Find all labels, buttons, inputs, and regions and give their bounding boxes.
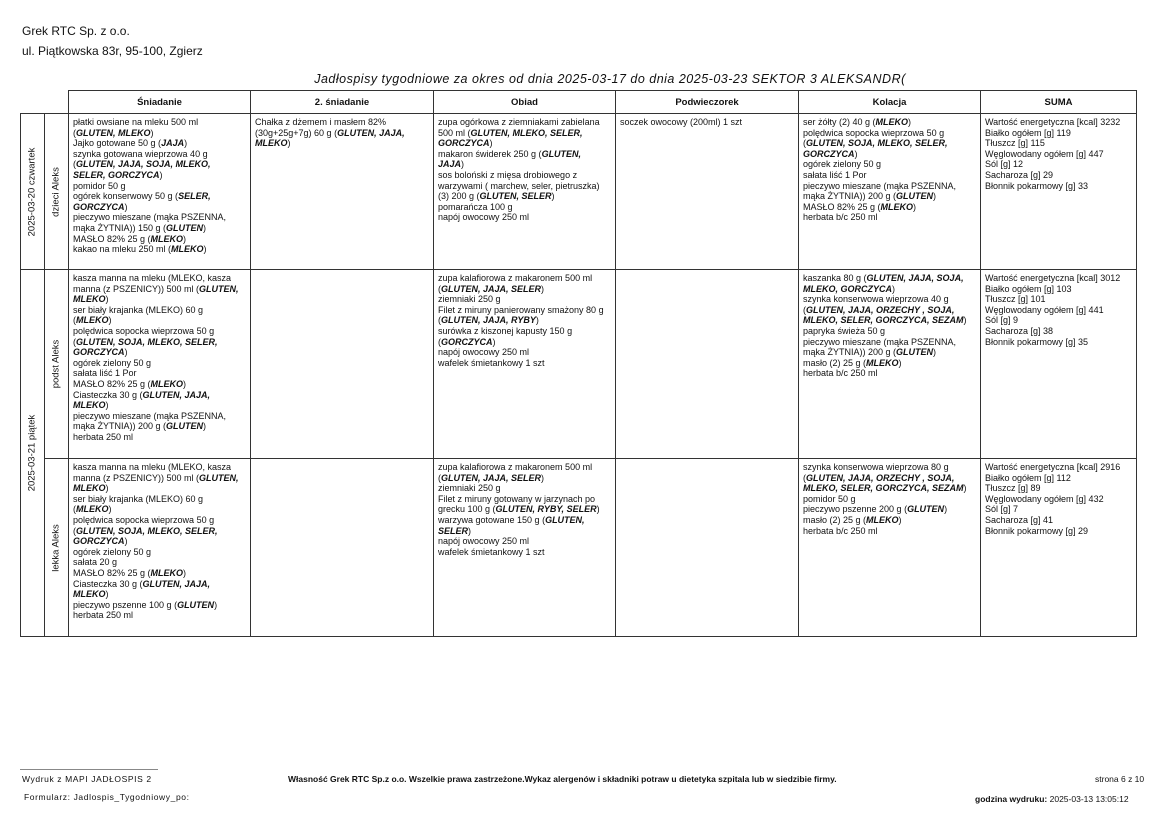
allergen-text: MLEKO bbox=[150, 567, 184, 578]
menu-line: Węglowodany ogółem [g] 441 bbox=[985, 304, 1104, 315]
menu-line: Węglowodany ogółem [g] 447 bbox=[985, 148, 1104, 159]
menu-line: kasza manna na mleku (MLEKO, kasza bbox=[73, 273, 232, 283]
footer-print-source: Wydruk z MAPI JADŁOSPIS 2 bbox=[22, 774, 152, 784]
menu-line: pieczywo mieszane (mąka PSZENNA, bbox=[73, 410, 227, 421]
allergen-text: GLUTEN, JAJA, SOJA, bbox=[866, 273, 964, 283]
allergen-text: GLUTEN, JAJA, SELER bbox=[441, 283, 542, 294]
menu-line: Wartość energetyczna [kcal] 3012 bbox=[985, 273, 1121, 283]
allergen-text: GLUTEN bbox=[177, 599, 215, 610]
date-label: 2025-03-21 piątek bbox=[26, 414, 38, 492]
menu-line: wafelek śmietankowy 1 szt bbox=[438, 546, 545, 557]
allergen-text: GLUTEN, MLEKO, SELER, bbox=[470, 127, 583, 138]
menu-line: pieczywo pszenne 100 g (GLUTEN) bbox=[73, 599, 218, 610]
meal-supper bbox=[799, 270, 981, 459]
menu-line: Filet z miruny panierowany smażony 80 g bbox=[438, 304, 604, 315]
menu-line: surówka z kiszonej kapusty 150 g bbox=[438, 325, 573, 336]
menu-line: Ciasteczka 30 g (GLUTEN, JAJA, bbox=[73, 389, 211, 400]
allergen-text: GLUTEN, JAJA, bbox=[142, 578, 211, 589]
menu-line: pomarańcza 100 g bbox=[438, 201, 513, 212]
diet-cell bbox=[45, 270, 69, 459]
header-blank bbox=[21, 91, 45, 114]
allergen-text: GLUTEN, SOJA, MLEKO, SELER, bbox=[76, 336, 218, 347]
footer-print-label: godzina wydruku: bbox=[975, 794, 1048, 804]
menu-line: mąka ŻYTNIA)) 200 g (GLUTEN) bbox=[803, 191, 937, 202]
column-header-lunch: Obiad bbox=[434, 91, 616, 114]
footer-print-time bbox=[975, 794, 1129, 804]
menu-line: (GLUTEN, SOJA, MLEKO, SELER, bbox=[803, 138, 948, 149]
allergen-text: GLUTEN, SOJA, MLEKO, SELER, bbox=[76, 525, 218, 536]
menu-line: MLEKO) bbox=[73, 589, 109, 600]
menu-line: Sacharoza [g] 38 bbox=[985, 325, 1054, 336]
menu-line: pieczywo mieszane (mąka PSZENNA, bbox=[73, 212, 227, 223]
table-row bbox=[21, 459, 1137, 637]
menu-line: masło (2) 25 g (MLEKO) bbox=[803, 357, 902, 368]
menu-line: kasza manna na mleku (MLEKO, kasza bbox=[73, 462, 232, 472]
diet-cell bbox=[45, 459, 69, 637]
allergen-text: GLUTEN, bbox=[199, 283, 239, 294]
allergen-text: GLUTEN, JAJA, RYBY bbox=[441, 315, 536, 326]
menu-line: warzywami ( marchew, seler, pietruszka) bbox=[438, 180, 600, 191]
allergen-text: GORCZYCA bbox=[73, 347, 125, 358]
menu-line: Błonnik pokarmowy [g] 35 bbox=[985, 336, 1089, 347]
menu-line: GORCZYCA) bbox=[73, 536, 128, 547]
allergen-text: GLUTEN bbox=[896, 191, 934, 202]
menu-line: SELER) bbox=[438, 525, 472, 536]
menu-line: GORCZYCA) bbox=[73, 347, 128, 358]
allergen-text: MLEKO bbox=[171, 244, 204, 255]
allergen-text: MLEKO bbox=[150, 233, 184, 244]
meal-second-breakfast bbox=[251, 270, 434, 459]
menu-line: sos boloński z mięsa drobiowego z bbox=[438, 169, 578, 180]
menu-line: MASŁO 82% 25 g (MLEKO) bbox=[73, 567, 187, 578]
menu-line: pieczywo pszenne 200 g (GLUTEN) bbox=[803, 504, 948, 515]
menu-line: Sól [g] 7 bbox=[985, 504, 1019, 515]
menu-line: Chałka z dżemem i masłem 82% bbox=[255, 117, 387, 127]
menu-line: ziemniaki 250 g bbox=[438, 483, 501, 494]
menu-line: Filet z miruny gotowany w jarzynach po bbox=[438, 493, 596, 504]
menu-line: MLEKO, GORCZYCA) bbox=[803, 283, 895, 294]
menu-line: wafelek śmietankowy 1 szt bbox=[438, 357, 545, 368]
menu-line: (GLUTEN, JAJA, RYBY) bbox=[438, 315, 539, 326]
menu-line: ogórek zielony 50 g bbox=[73, 357, 152, 368]
allergen-text: GLUTEN bbox=[896, 347, 934, 358]
menu-line: MLEKO, SELER, GORCZYCA, SEZAM) bbox=[803, 483, 967, 494]
meal-breakfast bbox=[69, 114, 251, 270]
menu-line: (MLEKO) bbox=[73, 504, 112, 515]
allergen-text: GLUTEN, SOJA, MLEKO, SELER, bbox=[806, 138, 948, 149]
column-header-second-breakfast: 2. śniadanie bbox=[251, 91, 434, 114]
menu-line: herbata 250 ml bbox=[73, 431, 134, 442]
allergen-text: MLEKO bbox=[76, 315, 109, 326]
footer-divider bbox=[20, 769, 158, 770]
allergen-text: GORCZYCA bbox=[73, 536, 125, 547]
menu-line: GORCZYCA) bbox=[438, 138, 493, 149]
allergen-text: MLEKO, SELER, GORCZYCA, SEZAM bbox=[803, 315, 964, 326]
menu-line: soczek owocowy (200ml) 1 szt bbox=[620, 117, 743, 127]
menu-line: (GLUTEN, JAJA, SELER) bbox=[438, 472, 545, 483]
menu-line: polędwica sopocka wieprzowa 50 g bbox=[803, 127, 945, 138]
allergen-text: MLEKO bbox=[150, 378, 184, 389]
allergen-text: GLUTEN, bbox=[545, 514, 585, 525]
allergen-text: MLEKO bbox=[73, 483, 106, 494]
allergen-text: MLEKO bbox=[73, 589, 106, 600]
menu-line: MASŁO 82% 25 g (MLEKO) bbox=[73, 378, 187, 389]
company-address: ul. Piątkowska 83r, 95-100, Zgierz bbox=[22, 44, 203, 58]
footer-page-number: strona 6 z 10 bbox=[1095, 774, 1145, 784]
menu-line: ogórek zielony 50 g bbox=[73, 546, 152, 557]
menu-line: makaron świderek 250 g (GLUTEN, bbox=[438, 148, 582, 159]
menu-line: (GLUTEN, JAJA, SELER) bbox=[438, 283, 545, 294]
meal-supper bbox=[799, 459, 981, 637]
menu-line: sałata liść 1 Por bbox=[803, 169, 867, 180]
meal-lunch bbox=[434, 114, 616, 270]
menu-line: (3) 200 g (GLUTEN, SELER) bbox=[438, 191, 555, 202]
menu-line: Ciasteczka 30 g (GLUTEN, JAJA, bbox=[73, 578, 211, 589]
menu-line: (GLUTEN, SOJA, MLEKO, SELER, bbox=[73, 525, 218, 536]
date-cell bbox=[21, 114, 45, 270]
allergen-text: GLUTEN, JAJA, ORZECHY , SOJA, bbox=[806, 304, 955, 315]
allergen-text: GLUTEN, JAJA, bbox=[142, 389, 211, 400]
menu-line: (GLUTEN, JAJA, ORZECHY , SOJA, bbox=[803, 472, 955, 483]
column-header-breakfast: Śniadanie bbox=[69, 91, 251, 114]
menu-line: ser biały krajanka (MLEKO) 60 g bbox=[73, 304, 204, 315]
column-header-row bbox=[21, 91, 1137, 114]
allergen-text: MLEKO, GORCZYCA bbox=[803, 283, 892, 294]
menu-line: MASŁO 82% 25 g (MLEKO) bbox=[803, 201, 917, 212]
meal-breakfast bbox=[69, 270, 251, 459]
allergen-text: GORCZYCA bbox=[803, 148, 855, 159]
menu-line: Błonnik pokarmowy [g] 33 bbox=[985, 180, 1089, 191]
menu-line: Tłuszcz [g] 101 bbox=[985, 294, 1046, 305]
menu-line: MLEKO) bbox=[73, 400, 109, 411]
menu-line: 500 ml (GLUTEN, MLEKO, SELER, bbox=[438, 127, 583, 138]
column-header-sum: SUMA bbox=[981, 91, 1137, 114]
document-title: Jadłospisy tygodniowe za okres od dnia 2025-03-17 do dnia 2025-03-23 SEKTOR 3 ALEKSANDR( bbox=[314, 72, 906, 86]
menu-line: herbata b/c 250 ml bbox=[803, 368, 878, 379]
menu-line: Białko ogółem [g] 112 bbox=[985, 472, 1071, 483]
allergen-text: MLEKO bbox=[73, 400, 106, 411]
menu-line: zupa ogórkowa z ziemniakami zabielana bbox=[438, 117, 600, 127]
allergen-text: SELER bbox=[438, 525, 469, 536]
meal-breakfast bbox=[69, 459, 251, 637]
allergen-text: GLUTEN bbox=[907, 504, 945, 515]
footer-form-name: Formularz: Jadlospis_Tygodniowy_po: bbox=[24, 792, 190, 802]
column-header-afternoon-snack: Podwieczorek bbox=[616, 91, 799, 114]
meal-nutrition-sum bbox=[981, 270, 1137, 459]
menu-line: (MLEKO) bbox=[73, 315, 112, 326]
menu-line: warzywa gotowane 150 g (GLUTEN, bbox=[438, 514, 585, 525]
footer-copyright: Własność Grek RTC Sp.z o.o. Wszelkie prawa zastrzeżone.Wykaz alergenów i składniki potraw u dietetyka szpitala lub w siedzibie firmy. bbox=[288, 774, 837, 784]
menu-line: zupa kalafiorowa z makaronem 500 ml bbox=[438, 273, 593, 283]
allergen-text: GORCZYCA bbox=[73, 201, 125, 212]
menu-line: GORCZYCA) bbox=[73, 201, 128, 212]
menu-line: polędwica sopocka wieprzowa 50 g bbox=[73, 325, 215, 336]
menu-line: manna (z PSZENICY)) 500 ml (GLUTEN, bbox=[73, 283, 239, 294]
menu-line: herbata 250 ml bbox=[73, 610, 134, 621]
menu-line: Jajko gotowane 50 g (JAJA) bbox=[73, 138, 188, 149]
menu-line: zupa kalafiorowa z makaronem 500 ml bbox=[438, 462, 593, 472]
meal-afternoon-snack bbox=[616, 270, 799, 459]
menu-line: pomidor 50 g bbox=[73, 180, 126, 191]
menu-line: (GLUTEN, JAJA, SOJA, MLEKO, bbox=[73, 159, 211, 170]
menu-line: ogórek konserwowy 50 g (SELER, bbox=[73, 191, 211, 202]
menu-line: pomidor 50 g bbox=[803, 493, 856, 504]
menu-line: grecku 100 g (GLUTEN, RYBY, SELER) bbox=[438, 504, 600, 515]
allergen-text: GLUTEN, MLEKO bbox=[76, 127, 151, 138]
allergen-text: GLUTEN, JAJA, SELER bbox=[441, 472, 542, 483]
menu-line: JAJA) bbox=[438, 159, 465, 170]
menu-line: Sacharoza [g] 29 bbox=[985, 169, 1054, 180]
allergen-text: GLUTEN bbox=[166, 222, 204, 233]
menu-line: Sól [g] 12 bbox=[985, 159, 1024, 170]
menu-line: SELER, GORCZYCA) bbox=[73, 169, 163, 180]
allergen-text: GLUTEN, bbox=[199, 472, 239, 483]
menu-line: (GORCZYCA) bbox=[438, 336, 496, 347]
menu-line: Tłuszcz [g] 115 bbox=[985, 138, 1045, 149]
menu-line: ogórek zielony 50 g bbox=[803, 159, 882, 170]
menu-line: Sacharoza [g] 41 bbox=[985, 514, 1054, 525]
allergen-text: GORCZYCA bbox=[438, 138, 490, 149]
menu-line: herbata b/c 250 ml bbox=[803, 525, 878, 536]
meal-afternoon-snack bbox=[616, 114, 799, 270]
meal-afternoon-snack bbox=[616, 459, 799, 637]
meal-second-breakfast bbox=[251, 459, 434, 637]
allergen-text: MLEKO bbox=[866, 357, 899, 368]
table-row bbox=[21, 114, 1137, 270]
allergen-text: MLEKO bbox=[255, 138, 288, 149]
menu-line: szynka gotowana wieprzowa 40 g bbox=[73, 148, 208, 159]
menu-line: płatki owsiane na mleku 500 ml bbox=[73, 117, 199, 127]
menu-line: kakao na mleku 250 ml (MLEKO) bbox=[73, 244, 207, 255]
allergen-text: MLEKO bbox=[76, 504, 109, 515]
menu-line: masło (2) 25 g (MLEKO) bbox=[803, 514, 902, 525]
menu-line: mąka ŻYTNIA)) 150 g (GLUTEN) bbox=[73, 222, 207, 233]
allergen-text: JAJA bbox=[161, 138, 185, 149]
menu-line: mąka ŻYTNIA)) 200 g (GLUTEN) bbox=[803, 347, 937, 358]
menu-line: polędwica sopocka wieprzowa 50 g bbox=[73, 514, 215, 525]
allergen-text: GLUTEN, SELER bbox=[479, 191, 552, 202]
meal-nutrition-sum bbox=[981, 114, 1137, 270]
menu-line: ser biały krajanka (MLEKO) 60 g bbox=[73, 493, 204, 504]
diet-label: dzieci Aleks bbox=[50, 166, 62, 217]
menu-line: ziemniaki 250 g bbox=[438, 294, 501, 305]
menu-line: Sól [g] 9 bbox=[985, 315, 1019, 326]
allergen-text: MLEKO bbox=[875, 117, 909, 127]
allergen-text: MLEKO, SELER, GORCZYCA, SEZAM bbox=[803, 483, 964, 494]
menu-line: sałata 20 g bbox=[73, 557, 118, 568]
menu-line: ser żółty (2) 40 g (MLEKO) bbox=[803, 117, 912, 127]
menu-line: mąka ŻYTNIA)) 200 g (GLUTEN) bbox=[73, 421, 207, 432]
meal-nutrition-sum bbox=[981, 459, 1137, 637]
meal-supper bbox=[799, 114, 981, 270]
weekly-menu-table bbox=[20, 90, 1137, 637]
menu-line: Węglowodany ogółem [g] 432 bbox=[985, 493, 1104, 504]
menu-line: GORCZYCA) bbox=[803, 148, 858, 159]
allergen-text: GLUTEN, JAJA, ORZECHY , SOJA, bbox=[806, 472, 955, 483]
table-row bbox=[21, 270, 1137, 459]
menu-line: pieczywo mieszane (mąka PSZENNA, bbox=[803, 336, 957, 347]
menu-line: Wartość energetyczna [kcal] 2916 bbox=[985, 462, 1121, 472]
allergen-text: GORCZYCA bbox=[441, 336, 493, 347]
menu-line: MLEKO) bbox=[73, 483, 109, 494]
footer-print-value: 2025-03-13 13:05:12 bbox=[1049, 794, 1129, 804]
allergen-text: JAJA bbox=[438, 159, 462, 170]
date-label: 2025-03-20 czwartek bbox=[26, 147, 38, 236]
menu-line: szynka konserwowa wieprzowa 40 g bbox=[803, 294, 949, 305]
company-name: Grek RTC Sp. z o.o. bbox=[22, 24, 130, 38]
menu-line: MLEKO, SELER, GORCZYCA, SEZAM) bbox=[803, 315, 967, 326]
menu-line: (GLUTEN, JAJA, ORZECHY , SOJA, bbox=[803, 304, 955, 315]
diet-label: podst Aleks bbox=[50, 339, 62, 389]
menu-line: Białko ogółem [g] 119 bbox=[985, 127, 1071, 138]
meal-lunch bbox=[434, 459, 616, 637]
allergen-text: MLEKO bbox=[866, 514, 899, 525]
menu-line: szynka konserwowa wieprzowa 80 g bbox=[803, 462, 949, 472]
menu-line: (30g+25g+7g) 60 g (GLUTEN, JAJA, bbox=[255, 127, 405, 138]
menu-line: sałata liść 1 Por bbox=[73, 368, 137, 379]
meal-second-breakfast bbox=[251, 114, 434, 270]
allergen-text: MLEKO bbox=[880, 201, 914, 212]
menu-line: Wartość energetyczna [kcal] 3232 bbox=[985, 117, 1121, 127]
allergen-text: MLEKO bbox=[73, 294, 106, 305]
menu-line: (GLUTEN, SOJA, MLEKO, SELER, bbox=[73, 336, 218, 347]
allergen-text: GLUTEN, RYBY, SELER bbox=[495, 504, 597, 515]
menu-line: MLEKO) bbox=[73, 294, 109, 305]
allergen-text: SELER, bbox=[178, 191, 211, 202]
menu-line: MASŁO 82% 25 g (MLEKO) bbox=[73, 233, 187, 244]
allergen-text: GLUTEN bbox=[166, 421, 204, 432]
allergen-text: GLUTEN, bbox=[541, 148, 582, 159]
menu-line: napój owocowy 250 ml bbox=[438, 212, 530, 223]
menu-line: kaszanka 80 g (GLUTEN, JAJA, SOJA, bbox=[803, 273, 964, 283]
menu-line: pieczywo mieszane (mąka PSZENNA, bbox=[803, 180, 957, 191]
menu-line: MLEKO) bbox=[255, 138, 291, 149]
menu-line: manna (z PSZENICY)) 500 ml (GLUTEN, bbox=[73, 472, 239, 483]
allergen-text: GLUTEN, JAJA, SOJA, MLEKO, bbox=[76, 159, 211, 170]
diet-label: lekka Aleks bbox=[50, 523, 62, 572]
meal-lunch bbox=[434, 270, 616, 459]
menu-line: napój owocowy 250 ml bbox=[438, 536, 530, 547]
header-blank bbox=[45, 91, 69, 114]
column-header-supper: Kolacja bbox=[799, 91, 981, 114]
menu-line: papryka świeża 50 g bbox=[803, 325, 886, 336]
menu-line: Tłuszcz [g] 89 bbox=[985, 483, 1041, 494]
menu-line: napój owocowy 250 ml bbox=[438, 347, 530, 358]
menu-line: herbata b/c 250 ml bbox=[803, 212, 878, 223]
allergen-text: SELER, GORCZYCA bbox=[73, 169, 160, 180]
allergen-text: GLUTEN, JAJA, bbox=[337, 127, 405, 138]
menu-line: Błonnik pokarmowy [g] 29 bbox=[985, 525, 1089, 536]
diet-cell bbox=[45, 114, 69, 270]
menu-line: (GLUTEN, MLEKO) bbox=[73, 127, 154, 138]
menu-line: Białko ogółem [g] 103 bbox=[985, 283, 1072, 294]
date-cell bbox=[21, 270, 45, 637]
